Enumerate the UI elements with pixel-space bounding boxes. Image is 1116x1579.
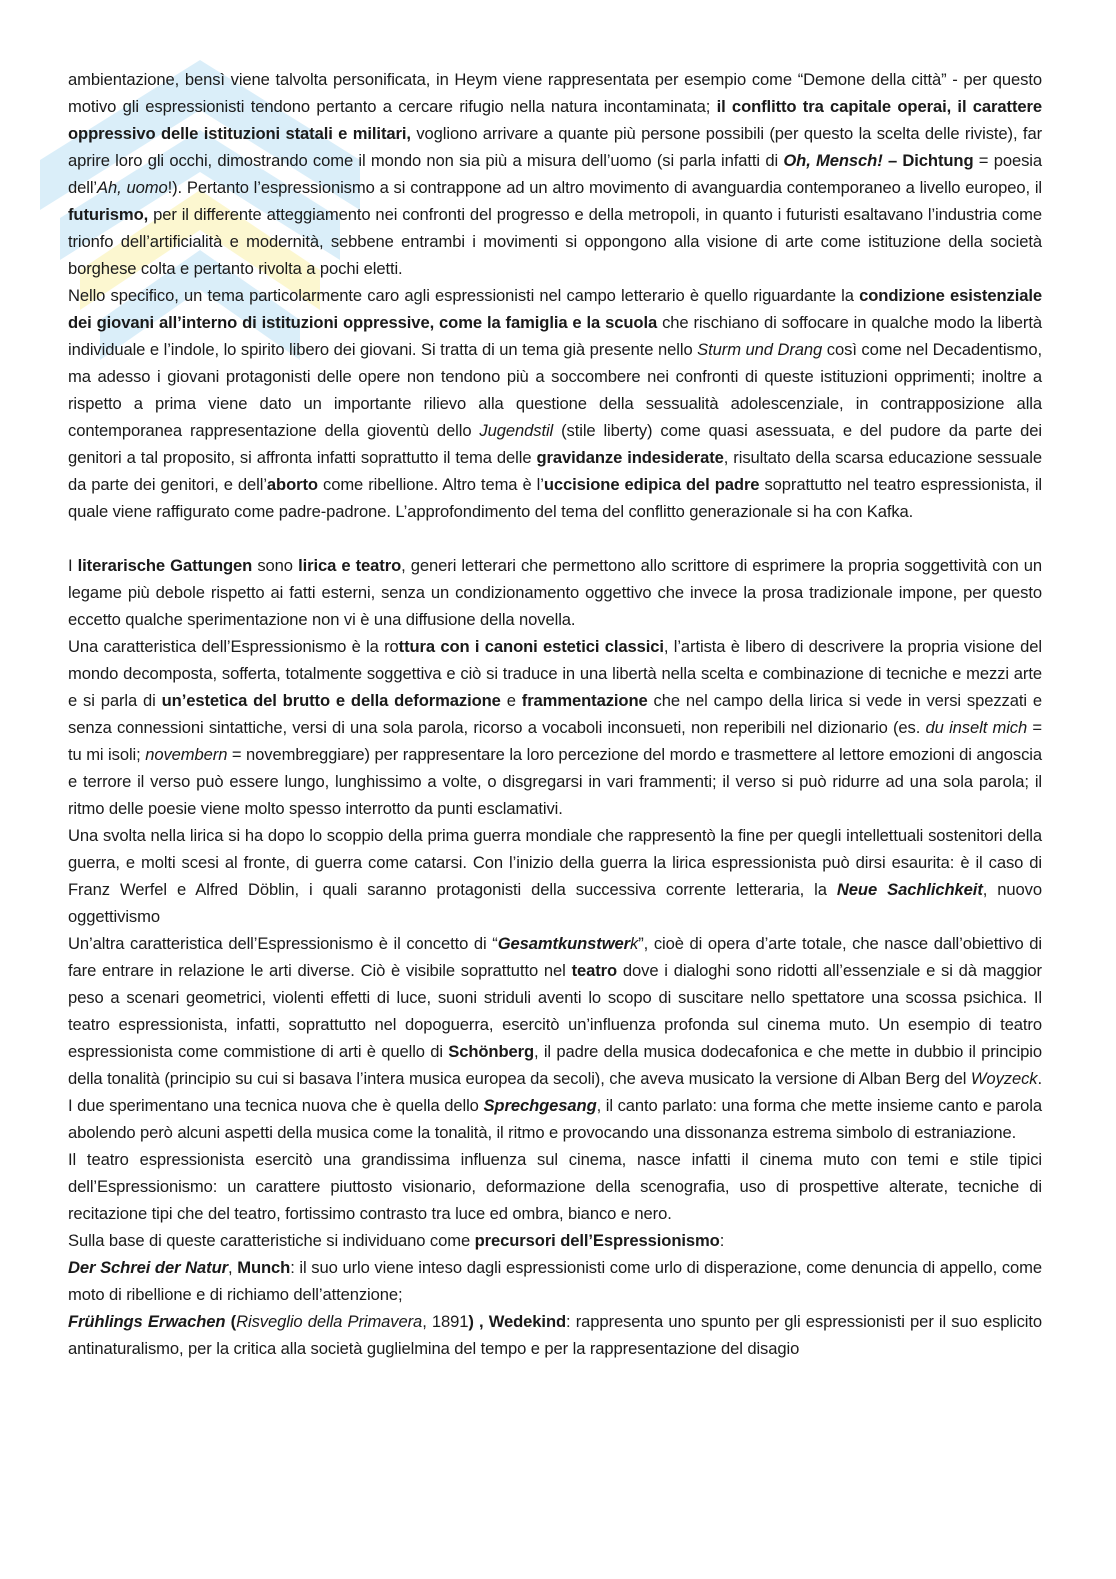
text-run: ”, cioè di opera d’arte totale, che nasce dall’obiettivo di fare entrare in relazione le arti diverse. Ciò è visibile soprattutto nel: [68, 934, 1042, 980]
text-run: I: [68, 556, 78, 575]
text-run: literarische Gattungen: [77, 556, 253, 575]
text-run: , l’artista è libero di descrivere la propria visione del mondo decomposta, sofferta, totalmente soggettiva e ciò si traduce in una libertà nella scelta e combinazione di tecniche e mezzi arte e si parla di: [68, 637, 1042, 710]
paragraph: [68, 1146, 1042, 1227]
text-run: Woyzeck: [970, 1069, 1038, 1088]
paragraph: [68, 822, 1042, 930]
text-run: Sprechgesang: [483, 1096, 597, 1115]
text-run: Una caratteristica dell’Espressionismo è la ro: [68, 637, 399, 656]
text-run: futurismo,: [68, 205, 149, 224]
text-run: : il suo urlo viene inteso dagli espressionisti come urlo di disperazione, come denuncia di appello, come moto di ribellione e di richiamo dell’attenzione;: [68, 1258, 1042, 1304]
text-run: Il teatro espressionista esercitò una grandissima influenza sul cinema, nasce infatti il cinema muto con temi e stile tipici dell’Espressionismo: un carattere piuttosto visionario, deformazione della scenografia, uso di prospettive alterate, tecniche di recitazione tipi che del teatro, fortissimo contrasto tra luce ed ombra, bianco e nero.: [68, 1150, 1042, 1223]
text-run: (stile liberty) come quasi asessuata, e del pudore da parte dei genitori a tal proposito, si affronta infatti soprattutto il tema delle: [68, 421, 1043, 467]
text-run: Schönberg: [448, 1042, 535, 1061]
text-run: Una svolta nella lirica si ha dopo lo scoppio della prima guerra mondiale che rappresentò la fine per quegli intellettuali sostenitori della guerra, e molti scesi al fronte, di guerra come catarsi. Con l’inizio della guerra la lirica espressionista può dirsi esaurita: è il caso di Franz Werfel e Alfred Döblin, i quali saranno protagonisti della successiva corrente letteraria, la: [68, 826, 1042, 899]
text-run: , il canto parlato: una forma che mette insieme canto e parola abolendo però alcuni aspetti della musica come la tonalità, il ritmo e provocando una dissonanza estrema simbolo di estraniazione.: [68, 1096, 1042, 1142]
text-run: Munch: [237, 1258, 291, 1277]
text-run: ambientazione, bensì viene talvolta personificata, in Heym viene rappresentata per esempio come “Demone della città” - per questo motivo gli espressionisti tendono pertanto a cercare rifugio nella natura incontaminata;: [68, 70, 1042, 116]
text-run: che nel campo della lirica si vede in versi spezzati e senza connessioni sintattiche, versi di una sola parola, ricorso a vocaboli inconsueti, non reperibili nel dizionario (es.: [68, 691, 1042, 737]
text-run: così come nel Decadentismo, ma adesso i giovani protagonisti delle opere non tendono più a soccombere nei confronti di queste istituzioni opprimenti; inoltre a rispetto a prima viene dato un importante rilievo alla questione della sessualità adolescenziale, in contrapposizione alla contemporanea rappresentazione della gioventù dello: [68, 340, 1042, 440]
paragraph: [68, 930, 1042, 1146]
document-body: [68, 66, 1042, 1362]
text-run: (: [225, 1312, 237, 1331]
text-run: precursori dell’Espressionismo: [474, 1231, 720, 1250]
paragraph: [68, 633, 1042, 822]
text-run: , generi letterari che permettono allo scrittore di esprimere la propria soggettività con un legame più debole rispetto ai fatti esterni, senza un condizionamento oggettivo che invece la prosa tradizionale impone, per questo eccetto qualche sperimentazione non vi è una diffusione della novella.: [68, 556, 1042, 629]
text-run: novembern: [145, 745, 228, 764]
text-run: = novembreggiare) per rappresentare la loro percezione del mordo e trasmettere al lettore emozioni di angoscia e terrore il verso può essere lungo, lunghissimo a volte, o disgregarsi in vari frammenti; il verso si può ridurre ad una sola parola; il ritmo delle poesie viene molto spesso interrotto da punti esclamativi.: [68, 745, 1043, 818]
text-run: teatro: [571, 961, 618, 980]
paragraph: [68, 1227, 1042, 1254]
paragraph: [68, 1308, 1042, 1362]
text-run: e: [500, 691, 522, 710]
text-run: – Dichtung: [882, 151, 974, 170]
paragraph: [68, 552, 1042, 633]
text-run: , nuovo oggettivismo: [68, 880, 1043, 926]
text-run: sono: [252, 556, 299, 575]
text-run: Gesamtkunstwer: [497, 934, 631, 953]
text-run: . I due sperimentano una tecnica nuova che è quella dello: [68, 1069, 1042, 1115]
text-run: soprattutto nel teatro espressionista, il quale viene raffigurato come padre-padrone. L’approfondimento del tema del conflitto generazionale si ha con Kafka.: [68, 475, 1042, 521]
text-run: vogliono arrivare a quante più persone possibili (per questo la scelta delle riviste), far aprire loro gli occhi, dimostrando come il mondo non sia più a misura dell’uomo (si parla infatti di: [68, 124, 1042, 170]
text-run: k: [630, 934, 639, 953]
paragraph: [68, 66, 1042, 282]
text-run: un’estetica del brutto e della deformazione: [161, 691, 501, 710]
paragraph-gap: [68, 525, 1042, 552]
text-run: dove i dialoghi sono ridotti all’essenziale e si dà maggior peso a scenari geometrici, violenti effetti di luce, suoni striduli aventi lo scopo di suscitare nello spettatore una scossa psichica. Il teatro espressionista, infatti, soprattutto nel dopoguerra, esercitò un’influenza profonda sul cinema muto. Un esempio di teatro espressionista come commistione di arti è quello di: [68, 961, 1042, 1061]
text-run: , 1891: [422, 1312, 469, 1331]
text-run: gravidanze indesiderate: [536, 448, 724, 467]
text-run: ttura con i canoni estetici classici: [398, 637, 664, 656]
text-run: Risveglio della Primavera: [236, 1312, 423, 1331]
text-run: Oh, Mensch!: [783, 151, 883, 170]
paragraph: [68, 1254, 1042, 1308]
text-run: come ribellione. Altro tema è l’: [317, 475, 544, 494]
text-run: Jugendstil: [479, 421, 554, 440]
text-run: Sturm und Drang: [697, 340, 823, 359]
text-run: = tu mi isoli;: [68, 718, 1042, 764]
text-run: ,: [227, 1258, 238, 1277]
text-run: frammentazione: [521, 691, 648, 710]
text-run: per il differente atteggiamento nei confronti del progresso e della metropoli, in quanto i futuristi esaltavano l’industria come trionfo dell’artificialità e modernità, sebbene entrambi i movimenti si oppongono alla visione di arte come istituzione della società borghese colta e pertanto rivolta a pochi eletti.: [68, 205, 1042, 278]
text-run: du inselt mich: [925, 718, 1028, 737]
text-run: uccisione edipica del padre: [543, 475, 760, 494]
text-run: Ah, uomo: [97, 178, 168, 197]
text-run: :: [719, 1231, 725, 1250]
text-run: Neue Sachlichkeit: [836, 880, 983, 899]
text-run: Der Schrei der Natur: [68, 1258, 228, 1277]
text-run: , risultato della scarsa educazione sessuale da parte dei genitori, e dell’: [68, 448, 1042, 494]
text-run: : rappresenta uno spunto per gli espressionisti per il suo esplicito antinaturalismo, per la critica alla società guglielmina del tempo e per la rappresentazione del disagio: [68, 1312, 1042, 1358]
text-run: , il padre della musica dodecafonica e che mette in dubbio il principio della tonalità (principio su cui si basava l’intera musica europea da secoli), che aveva musicato la versione di Alban Berg del: [68, 1042, 1042, 1088]
text-run: il conflitto tra capitale operai, il carattere oppressivo delle istituzioni statali e militari,: [68, 97, 1043, 143]
text-run: condizione esistenziale dei giovani all’interno di istituzioni oppressive, come la famiglia e la scuola: [68, 286, 1042, 332]
text-run: che rischiano di soffocare in qualche modo la libertà individuale e l’indole, lo spirito libero dei giovani. Si tratta di un tema già presente nello: [68, 313, 1042, 359]
text-run: Nello specifico, un tema particolarmente caro agli espressionisti nel campo letterario è quello riguardante la: [68, 286, 860, 305]
paragraph: [68, 282, 1042, 525]
text-run: Sulla base di queste caratteristiche si individuano come: [68, 1231, 475, 1250]
text-run: aborto: [266, 475, 318, 494]
text-run: = poesia dell’: [68, 151, 1042, 197]
text-run: lirica e teatro: [298, 556, 402, 575]
text-run: Frühlings Erwachen: [68, 1312, 226, 1331]
text-run: Un’altra caratteristica dell’Espressionismo è il concetto di “: [68, 934, 498, 953]
text-run: !). Pertanto l’espressionismo a si contrappone ad un altro movimento di avanguardia contemporaneo a livello europeo, il: [167, 178, 1043, 197]
text-run: ) , Wedekind: [468, 1312, 567, 1331]
